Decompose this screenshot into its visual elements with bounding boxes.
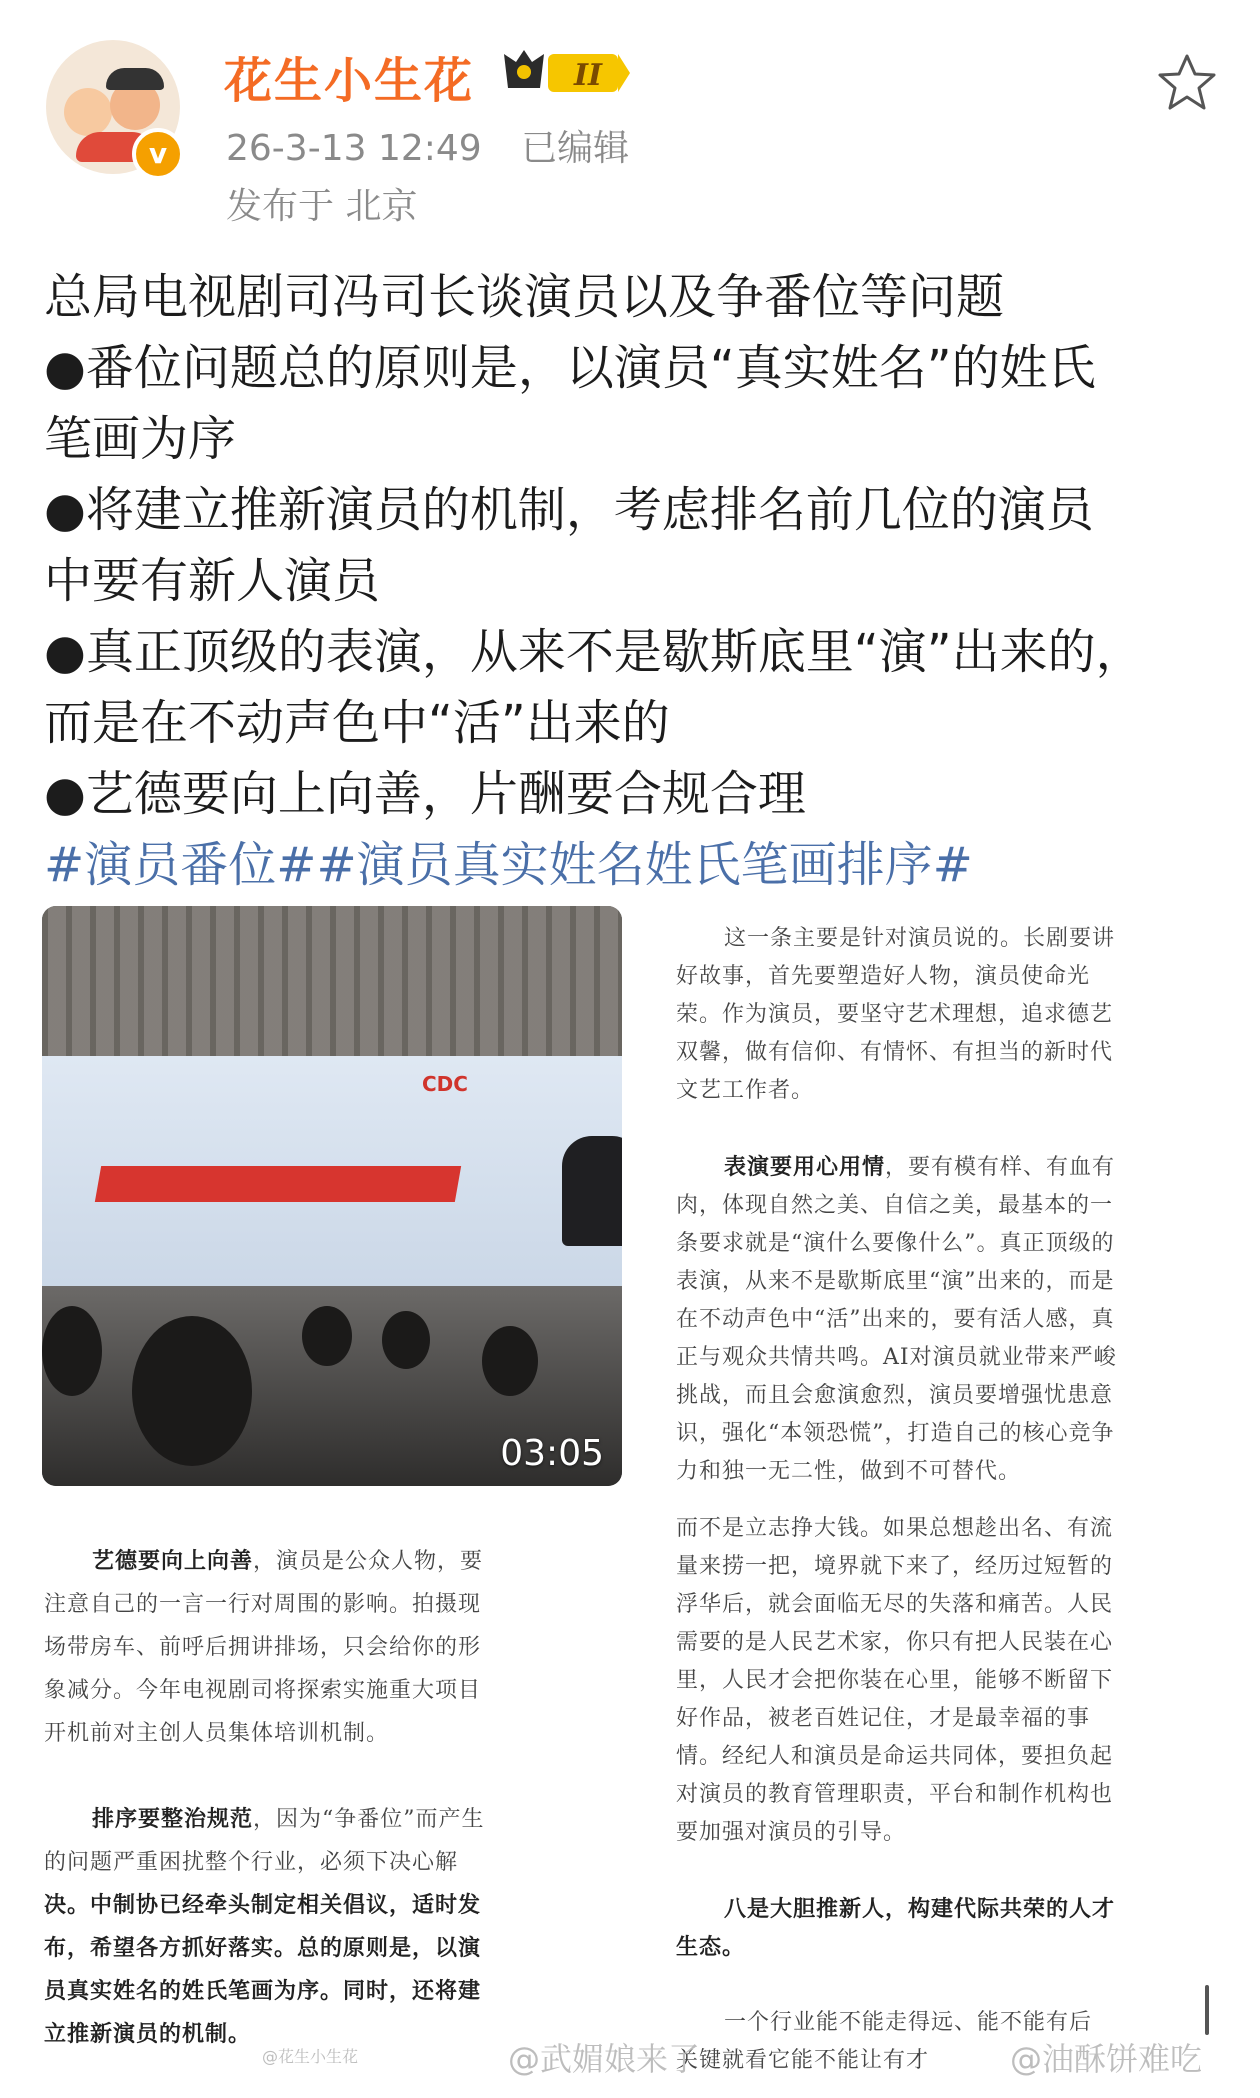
audience-head	[42, 1306, 102, 1396]
watermark-2: @油酥饼难吃	[1010, 2040, 1203, 2078]
watermark-1: @武媚娘来了	[508, 2040, 701, 2078]
level-badge-text: II	[574, 58, 603, 93]
post-line: 总局电视剧司冯司长谈演员以及争番位等问题	[44, 269, 1005, 325]
doc-line: 双馨，做有信仰、有情怀、有担当的新时代	[676, 1040, 1114, 1065]
doc-line: 好故事，首先要塑造好人物，演员使命光	[676, 964, 1091, 989]
post-line: 而是在不动声色中“活”出来的	[44, 695, 670, 751]
doc-line: 这一条主要是针对演员说的。长剧要讲	[724, 926, 1116, 951]
doc-line	[44, 1798, 614, 1841]
doc-line: 里，人民才会把你装在心里，能够不断留下	[676, 1668, 1114, 1693]
doc-line: 一个行业能不能走得远、能不能有后	[724, 2010, 1093, 2035]
doc-line: 生态。	[676, 1934, 746, 1960]
speaker	[562, 1136, 622, 1246]
doc-line: 识，强化“本领恐慌”，打造自己的核心竞争	[676, 1421, 1115, 1446]
verified-icon: v	[132, 128, 184, 180]
edited-label: 已编辑	[521, 128, 630, 169]
post-line: ●真正顶级的表演，从来不是歇斯底里“演”出来的，	[44, 624, 1144, 680]
level-badge-icon	[498, 48, 632, 98]
screen-redbar	[95, 1166, 461, 1202]
screen-logo: CDC	[422, 1072, 468, 1096]
doc-text: ，演员是公众人物，要	[253, 1549, 484, 1574]
doc-line: 场带房车、前呼后拥讲排场，只会给你的形	[44, 1635, 482, 1660]
doc-line	[676, 1148, 1196, 1187]
doc-line	[44, 1540, 614, 1583]
favorite-star-icon[interactable]	[1156, 52, 1218, 114]
doc-right-column	[676, 920, 1196, 1491]
doc-text: ，要有模有样、有血有	[885, 1155, 1116, 1180]
doc-line: 浮华后，就会面临无尽的失落和痛苦。人民	[676, 1592, 1114, 1617]
doc-line: 文艺工作者。	[676, 1078, 815, 1103]
doc-line: 条要求就是“演什么要像什么”。真正顶级的	[676, 1231, 1115, 1256]
doc-left-column	[44, 1540, 614, 2056]
doc-line: 对演员的教育管理职责，平台和制作机构也	[676, 1782, 1114, 1807]
video-thumbnail[interactable]	[42, 906, 622, 1486]
timestamp: 26-3-13 12:49	[226, 128, 482, 169]
doc-line: 布，希望各方抓好落实。总的原则是，以演	[44, 1935, 482, 1961]
doc-line: 肉，体现自然之美、自信之美，最基本的一	[676, 1193, 1114, 1218]
doc-line: 力和独一无二性，做到不可替代。	[676, 1459, 1022, 1484]
doc-line: 表演，从来不是歇斯底里“演”出来的，而是	[676, 1269, 1115, 1294]
audience-head	[302, 1306, 352, 1366]
username[interactable]: 花生小生花	[224, 53, 475, 109]
doc-line: 需要的是人民艺术家，你只有把人民装在心	[676, 1630, 1114, 1655]
doc-line: 决。中制协已经牵头制定相关倡议，适时发	[44, 1892, 482, 1918]
doc-bold: 排序要整治规范	[92, 1806, 254, 1832]
doc-line: 荣。作为演员，要坚守艺术理想，追求德艺	[676, 1002, 1114, 1027]
doc-line: 关键就看它能不能让有才	[676, 2048, 930, 2073]
post-line: ●艺德要向上向善，片酬要合规合理	[44, 766, 806, 822]
doc-line: 八是大胆推新人，构建代际共荣的人才	[724, 1896, 1116, 1922]
doc-line: 员真实姓名的姓氏笔画为序。同时，还将建	[44, 1978, 482, 2004]
doc-line: 而不是立志挣大钱。如果总想趁出名、有流	[676, 1516, 1114, 1541]
audience-head	[132, 1316, 252, 1466]
audience-head	[382, 1311, 430, 1369]
post-body	[44, 262, 1224, 901]
doc-text: ，因为“争番位”而产生	[253, 1807, 485, 1832]
doc-right-column-lower	[676, 1510, 1196, 2080]
doc-bold: 表演要用心用情	[724, 1154, 886, 1180]
scrollbar[interactable]	[1205, 1985, 1209, 2035]
doc-line: 量来捞一把，境界就下来了，经历过短暂的	[676, 1554, 1114, 1579]
doc-line: 好作品，被老百姓记住，才是最幸福的事	[676, 1706, 1091, 1731]
post-line: 中要有新人演员	[44, 553, 381, 609]
doc-line: 要加强对演员的引导。	[676, 1820, 907, 1845]
watermark-small: @花生小生花	[262, 2047, 359, 2066]
doc-line: 象减分。今年电视剧司将探索实施重大项目	[44, 1678, 482, 1703]
doc-line: 挑战，而且会愈演愈烈，演员要增强忧患意	[676, 1383, 1114, 1408]
doc-line: 注意自己的一言一行对周围的影响。拍摄现	[44, 1592, 482, 1617]
doc-line: 的问题严重困扰整个行业，必须下决心解	[44, 1850, 459, 1875]
post-line: ●将建立推新演员的机制，考虑排名前几位的演员	[44, 482, 1094, 538]
hashtags-link[interactable]: #演员番位##演员真实姓名姓氏笔画排序#	[44, 837, 973, 893]
post-header	[0, 0, 1260, 250]
post-line: 笔画为序	[44, 411, 237, 467]
post-line: ●番位问题总的原则是，以演员“真实姓名”的姓氏	[44, 340, 1096, 396]
doc-bold: 艺德要向上向善	[92, 1548, 254, 1574]
post-meta	[226, 120, 629, 171]
doc-line: 开机前对主创人员集体培训机制。	[44, 1721, 390, 1746]
location: 发布于 北京	[226, 186, 418, 227]
doc-line: 情。经纪人和演员是命运共同体，要担负起	[676, 1744, 1114, 1769]
audience-head	[482, 1326, 538, 1396]
doc-line: 正与观众共情共鸣。AI对演员就业带来严峻	[676, 1345, 1117, 1370]
doc-line: 在不动声色中“活”出来的，要有活人感，真	[676, 1307, 1115, 1332]
doc-line: 立推新演员的机制。	[44, 2021, 252, 2047]
video-duration: 03:05	[500, 1433, 604, 1474]
